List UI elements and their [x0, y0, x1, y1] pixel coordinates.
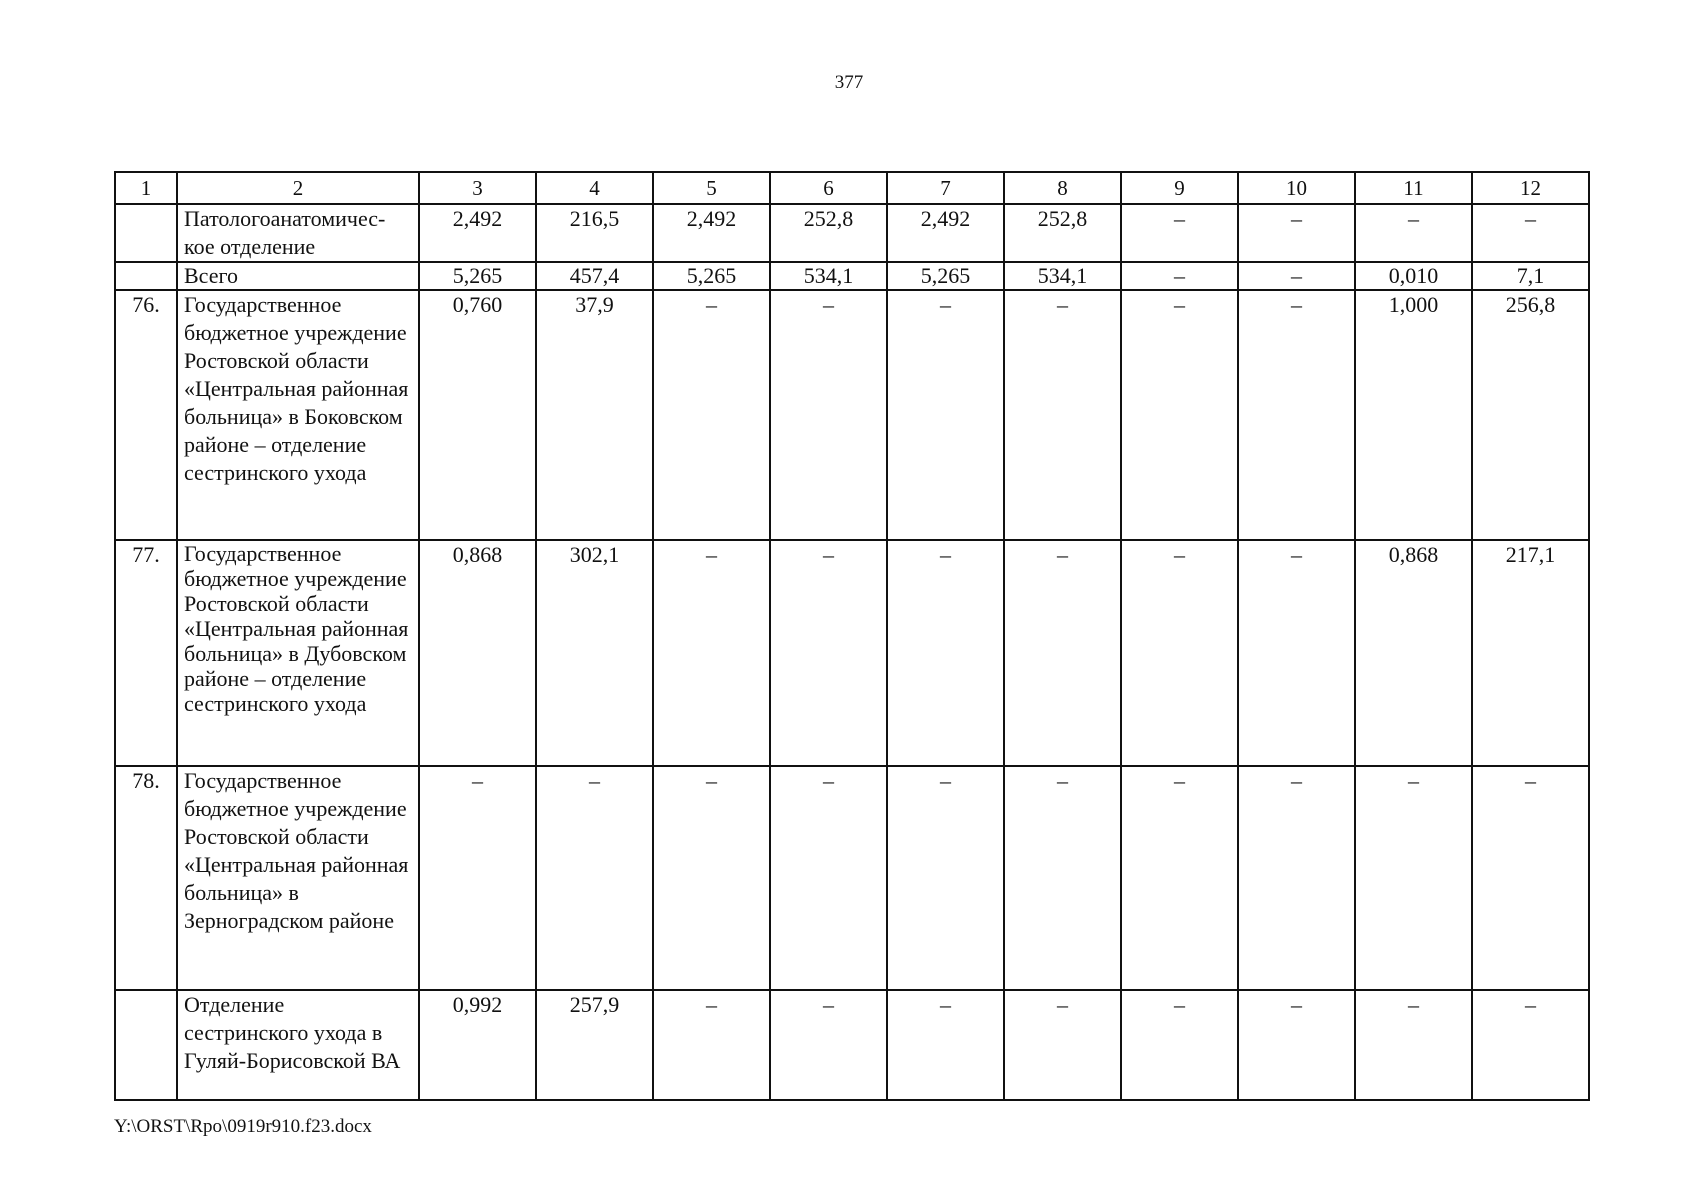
table-row	[115, 262, 1589, 290]
value-cell: –	[1238, 290, 1355, 540]
header-cell: 5	[653, 172, 770, 204]
value-cell: 534,1	[1004, 262, 1121, 290]
value-cell: 0,992	[419, 990, 536, 1100]
header-cell: 6	[770, 172, 887, 204]
value-cell: 5,265	[653, 262, 770, 290]
row-number-cell: 78.	[115, 766, 177, 990]
value-cell: –	[1472, 204, 1589, 262]
value-cell: 5,265	[419, 262, 536, 290]
value-cell: –	[653, 990, 770, 1100]
row-number-cell: 77.	[115, 540, 177, 766]
value-cell: –	[1472, 990, 1589, 1100]
value-cell: –	[536, 766, 653, 990]
value-cell: –	[1238, 262, 1355, 290]
page-number: 377	[834, 72, 864, 93]
value-cell: –	[1121, 540, 1238, 766]
value-cell: –	[1004, 990, 1121, 1100]
value-cell: –	[1121, 766, 1238, 990]
header-cell: 3	[419, 172, 536, 204]
value-cell: –	[1355, 990, 1472, 1100]
value-cell: –	[770, 990, 887, 1100]
table-row	[115, 540, 1589, 766]
value-cell: 0,760	[419, 290, 536, 540]
row-number-cell	[115, 990, 177, 1100]
value-cell: 457,4	[536, 262, 653, 290]
value-cell: 0,010	[1355, 262, 1472, 290]
value-cell: 2,492	[419, 204, 536, 262]
value-cell: –	[1121, 204, 1238, 262]
value-cell: –	[1121, 290, 1238, 540]
value-cell: 302,1	[536, 540, 653, 766]
value-cell: –	[653, 540, 770, 766]
institution-name-cell: Государственное бюджетное учреждение Ростовской области «Центральная районная больница» в Боковском районе – отделение сестринского ухода	[177, 290, 419, 540]
header-cell: 12	[1472, 172, 1589, 204]
row-number-cell	[115, 204, 177, 262]
value-cell: –	[887, 766, 1004, 990]
value-cell: –	[1238, 766, 1355, 990]
value-cell: 217,1	[1472, 540, 1589, 766]
value-cell: 1,000	[1355, 290, 1472, 540]
value-cell: –	[1355, 766, 1472, 990]
value-cell: 5,265	[887, 262, 1004, 290]
value-cell: –	[887, 540, 1004, 766]
value-cell: –	[653, 290, 770, 540]
value-cell: –	[1472, 766, 1589, 990]
value-cell: 534,1	[770, 262, 887, 290]
value-cell: –	[1121, 262, 1238, 290]
header-cell: 11	[1355, 172, 1472, 204]
header-cell: 8	[1004, 172, 1121, 204]
value-cell: –	[1121, 990, 1238, 1100]
table-row	[115, 204, 1589, 262]
table-row	[115, 990, 1589, 1100]
value-cell: –	[653, 766, 770, 990]
table-row	[115, 766, 1589, 990]
value-cell: 256,8	[1472, 290, 1589, 540]
row-number-cell	[115, 262, 177, 290]
value-cell: 252,8	[770, 204, 887, 262]
institution-name-cell: Отделение сестринского ухода в Гуляй-Борисовской ВА	[177, 990, 419, 1100]
institution-name-cell: Всего	[177, 262, 419, 290]
footer-file-path: Y:\ORST\Rpo\0919r910.f23.docx	[114, 1116, 372, 1137]
value-cell: 0,868	[1355, 540, 1472, 766]
header-cell: 4	[536, 172, 653, 204]
institution-name-cell: Государственное бюджетное учреждение Ростовской области «Центральная районная больница» в Дубовском районе – отделение сестринского ухода	[177, 540, 419, 766]
value-cell: –	[1004, 290, 1121, 540]
value-cell: 257,9	[536, 990, 653, 1100]
header-cell: 10	[1238, 172, 1355, 204]
value-cell: –	[1004, 540, 1121, 766]
row-number-cell: 76.	[115, 290, 177, 540]
value-cell: 7,1	[1472, 262, 1589, 290]
header-cell: 1	[115, 172, 177, 204]
value-cell: 2,492	[887, 204, 1004, 262]
value-cell: –	[1238, 204, 1355, 262]
value-cell: –	[770, 540, 887, 766]
value-cell: –	[887, 290, 1004, 540]
value-cell: 0,868	[419, 540, 536, 766]
data-table	[114, 171, 1590, 1101]
header-cell: 7	[887, 172, 1004, 204]
value-cell: –	[1355, 204, 1472, 262]
value-cell: 2,492	[653, 204, 770, 262]
institution-name-cell: Государственное бюджетное учреждение Ростовской области «Центральная районная больница» в Зерноградском районе	[177, 766, 419, 990]
institution-name-cell: Патологоанатомичес-кое отделение	[177, 204, 419, 262]
value-cell: –	[770, 290, 887, 540]
value-cell: –	[1238, 990, 1355, 1100]
value-cell: –	[770, 766, 887, 990]
table-row	[115, 290, 1589, 540]
value-cell: –	[1238, 540, 1355, 766]
header-cell: 9	[1121, 172, 1238, 204]
value-cell: 252,8	[1004, 204, 1121, 262]
value-cell: 37,9	[536, 290, 653, 540]
table-header-row	[115, 172, 1589, 204]
header-cell: 2	[177, 172, 419, 204]
value-cell: –	[887, 990, 1004, 1100]
value-cell: 216,5	[536, 204, 653, 262]
value-cell: –	[419, 766, 536, 990]
value-cell: –	[1004, 766, 1121, 990]
